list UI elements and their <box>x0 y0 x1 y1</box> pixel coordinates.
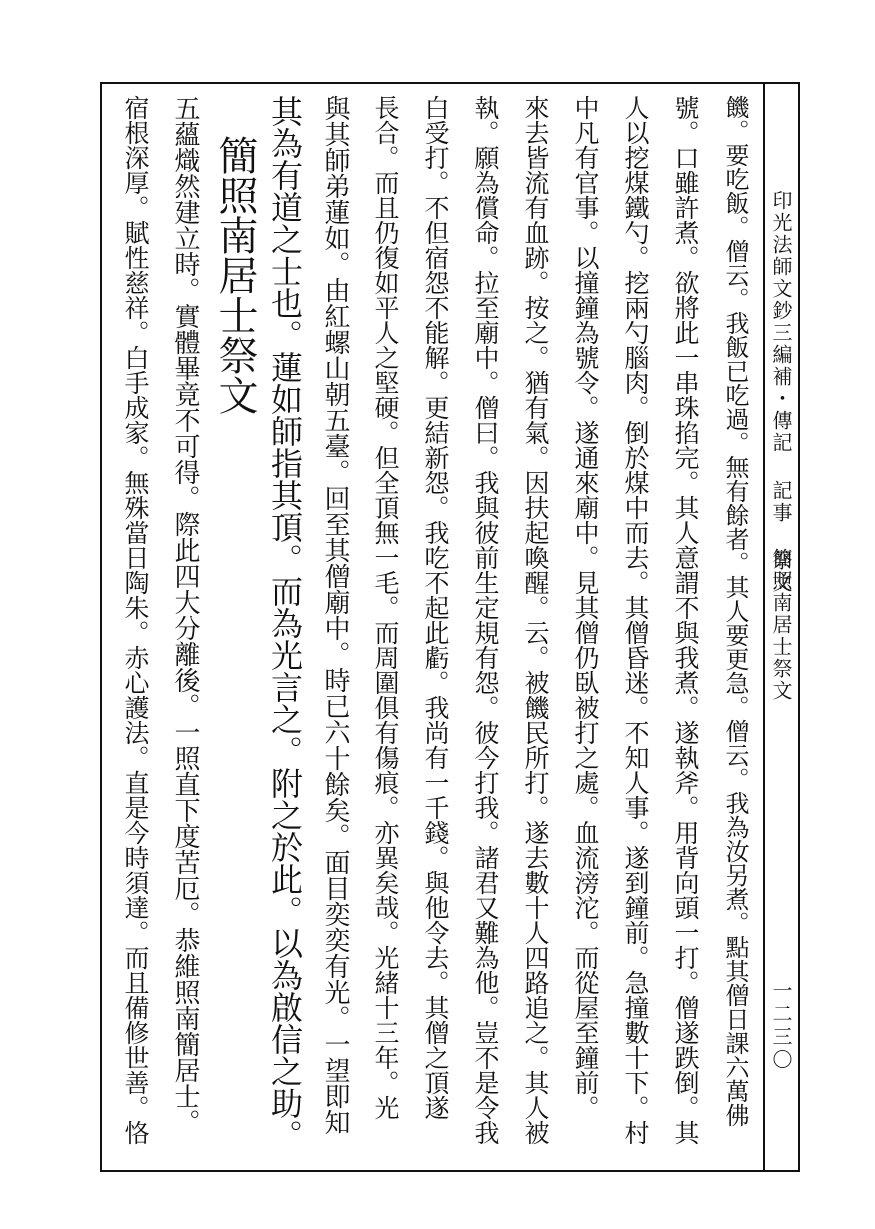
text-line: 來去皆流有血跡。按之。猶有氣。因扶起喚醒。云。被饑民所打。遂去數十人四路追之。其人被 <box>521 95 550 1145</box>
page-number: 一二三〇 <box>769 980 793 1072</box>
section-title: 簡照南居士祭文 <box>769 548 793 702</box>
essay-title: 簡照南居士祭文 <box>212 135 258 415</box>
text-line: 人以挖煤鐵勺。挖兩勺腦肉。倒於煤中而去。其僧昏迷。不知人事。遂到鐘前。急撞數十下。村 <box>621 95 650 1145</box>
text-line: 饑。要吃飯。僧云。我飯已吃過。無有餘者。其人要更急。僧云。我為汝另煮。點其僧日課六萬佛 <box>721 95 749 1127</box>
text-line: 其為有道之士也。蓮如師指其頂。而為光言之。附之於此。以為啟信之助。 <box>266 95 304 1151</box>
text-line: 白受打。不但宿怨不能解。更結新怨。我吃不起此虧。我尚有一千錢。與他令去。其僧之頂遂 <box>421 95 450 1120</box>
body-text <box>110 95 760 1160</box>
text-line: 執。願為償命。拉至廟中。僧曰。我與彼前生定規有怨。彼今打我。諸君又難為他。豈不是令我 <box>471 95 500 1145</box>
text-line: 號。口雖許煮。欲將此一串珠掐完。其人意謂不與我煮。遂執斧。用背向頭一打。僧遂跌倒。其 <box>671 95 700 1145</box>
book-title: 印光法師文鈔三編補・傳記 記事 祭文 <box>769 190 793 594</box>
text-line: 五蘊熾然建立時。實體畢竟不可得。際此四大分離後。一照直下度苦厄。恭維照南簡居士。 <box>170 95 200 1135</box>
text-line: 中凡有官事。以撞鐘為號令。遂通來廟中。見其僧仍臥被打之處。血流滂沱。而從屋至鐘前。 <box>571 95 600 1120</box>
text-line: 與其師弟蓮如。由紅螺山朝五臺。回至其僧廟中。時已六十餘矣。面目奕奕有光。一望即知 <box>320 95 350 1135</box>
text-line: 長合。而且仍復如平人之堅硬。但全頂無一毛。而周圍俱有傷痕。亦異矣哉。光緒十三年。光 <box>371 95 400 1120</box>
text-line: 宿根深厚。賦性慈祥。白手成家。無殊當日陶朱。赤心護法。直是今時須達。而且備修世善。恪 <box>121 95 150 1145</box>
